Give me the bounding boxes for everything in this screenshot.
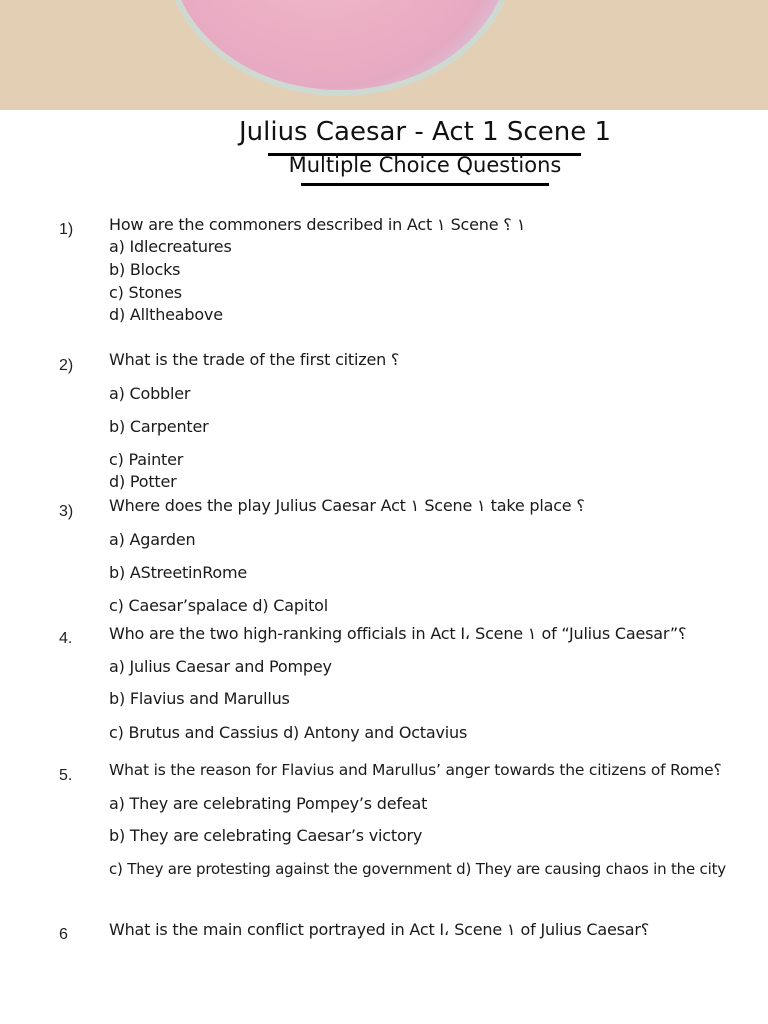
question-number: 4. — [59, 630, 73, 647]
question-number: 3) — [59, 503, 74, 520]
answer-option: c) Stones — [109, 283, 182, 302]
answer-option: c) Brutus and Cassius d) Antony and Octavius — [109, 723, 468, 742]
answer-option: b) AStreetinRome — [109, 563, 248, 582]
question-text: What is the trade of the first citizen ؟ — [109, 350, 400, 369]
answer-option: b) Blocks — [109, 260, 181, 279]
question-number: 2) — [59, 357, 74, 374]
header-banner — [0, 0, 768, 110]
answer-option: c) They are protesting against the government d) They are causing chaos in the city — [109, 860, 726, 878]
answer-option: c) Caesar’spalace d) Capitol — [109, 596, 328, 615]
question-text: What is the main conflict portrayed in Act I، Scene ١ of Julius Caesar؟ — [109, 920, 650, 939]
page-title: Julius Caesar - Act 1 Scene 1 — [238, 117, 611, 147]
question-number: 1) — [59, 221, 74, 238]
answer-option: b) Flavius and Marullus — [109, 689, 290, 708]
answer-option: b) They are celebrating Caesar’s victory — [109, 826, 423, 845]
question-text: What is the reason for Flavius and Marullus’ anger towards the citizens of Rome؟ — [109, 761, 722, 779]
answer-option: a) They are celebrating Pompey’s defeat — [109, 794, 428, 813]
question-text: Who are the two high-ranking officials in Act I، Scene ١ of “Julius Caesar”؟ — [109, 624, 687, 643]
subtitle-underline — [301, 183, 549, 186]
page-subtitle: Multiple Choice Questions — [288, 153, 562, 177]
answer-option: b) Carpenter — [109, 417, 209, 436]
answer-option: a) Julius Caesar and Pompey — [109, 657, 332, 676]
question-text: Where does the play Julius Caesar Act ١ Scene ١ take place ؟ — [109, 496, 585, 515]
answer-option: a) Cobbler — [109, 384, 191, 403]
question-number: 5. — [59, 767, 73, 784]
answer-option: a) Agarden — [109, 530, 196, 549]
question-text: How are the commoners described in Act ١ Scene ١ ؟ — [109, 215, 526, 234]
decorative-gradient-blob — [170, 0, 510, 90]
answer-option: c) Painter — [109, 450, 184, 469]
answer-option: d) Alltheabove — [109, 305, 223, 324]
answer-option: a) Idlecreatures — [109, 237, 232, 256]
question-number: 6 — [59, 926, 68, 943]
answer-option: d) Potter — [109, 472, 177, 491]
